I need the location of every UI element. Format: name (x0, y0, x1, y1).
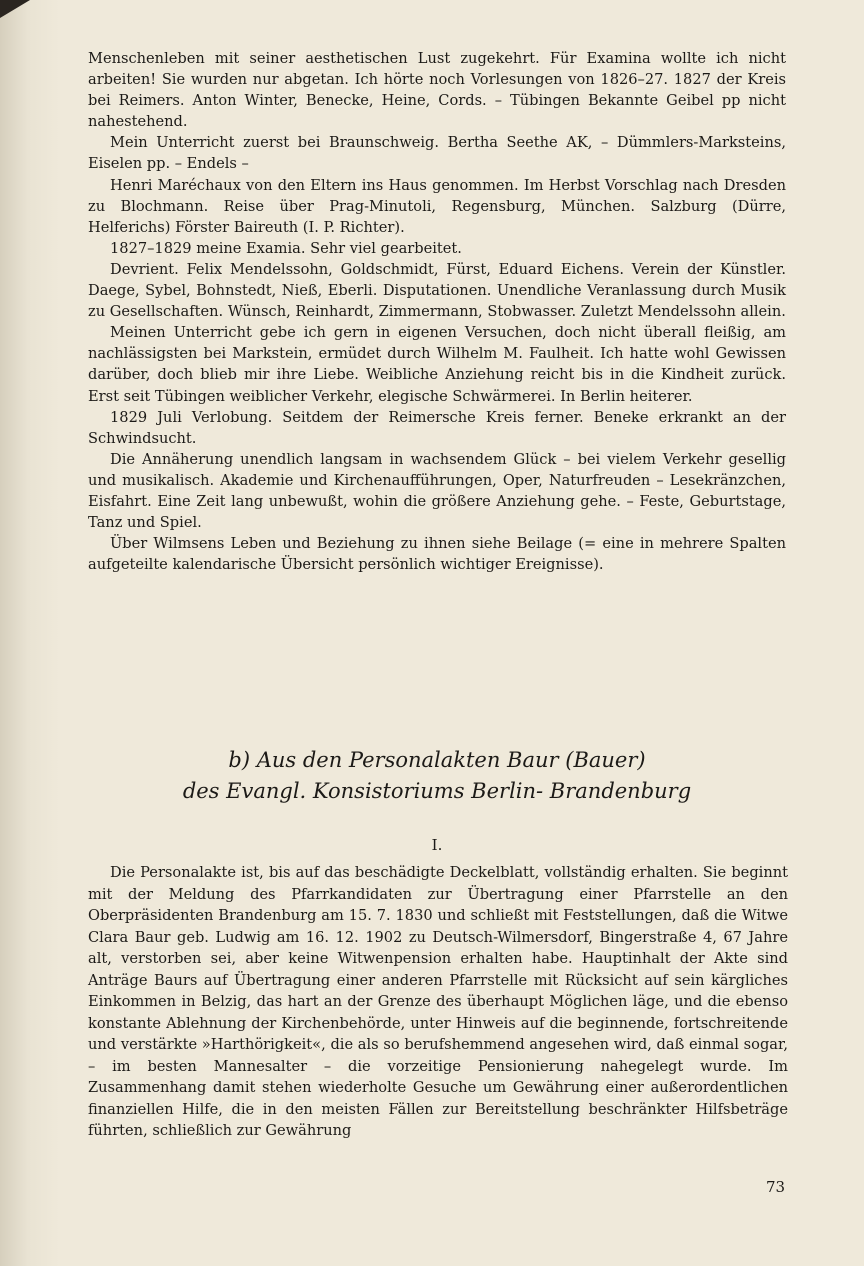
section-heading-line-1: b) Aus den Personalakten Baur (Bauer) (228, 748, 646, 772)
paragraph: 1829 Juli Verlobung. Seitdem der Reimersche Kreis ferner. Beneke erkrankt an der Schwindsucht. (88, 408, 786, 447)
paragraph: Meinen Unterricht gebe ich gern in eigenen Versuchen, doch nicht überall fleißig, am nachlässigsten bei Markstein, ermüdet durch Wilhelm M. Faulheit. Ich hatte wohl Gewissen darüber, doch blieb mir ihre Liebe. Weibliche Anziehung reicht bis in die Kindheit zurück. Erst seit Tübingen weiblicher Verkehr, elegische Schwärmerei. In Berlin heiterer. (88, 324, 786, 405)
section-number: I. (431, 836, 443, 854)
paragraph: Henri Maréchaux von den Eltern ins Haus genommen. Im Herbst Vorschlag nach Dresden zu Blochmann. Reise über Prag-Minutoli, Regensburg, München. Salzburg (Dürre, Helferichs) Förster Baireuth (I. P. Richter). (88, 176, 786, 236)
paragraph: Die Annäherung unendlich langsam in wachsendem Glück – bei vielem Verkehr gesellig und musikalisch. Akademie und Kirchenaufführungen, Oper, Naturfreuden – Lesekränzchen, Eisfahrt. Eine Zeit lang unbewußt, wohin die größere Anziehung gehe. – Feste, Geburtstage, Tanz und Spiel. (88, 450, 786, 532)
page-corner-shadow (0, 0, 30, 18)
personalakte-text (88, 862, 788, 1142)
paragraph: Die Personalakte ist, bis auf das beschädigte Deckelblatt, vollständig erhalten. Sie beginnt mit der Meldung des Pfarrkandidaten zur Übertragung einer Pfarrstelle an den Oberpräsidenten Brandenburg am 15. 7. 1830 und schließt mit Feststellungen, daß die Witwe Clara Baur geb. Ludwig am 16. 12. 1902 zu Deutsch-Wilmersdorf, Bingerstraße 4, 67 Jahre alt, verstorben sei, aber keine Witwenpension erhalten habe. Hauptinhalt der Akte sind Anträge Baurs auf Übertragung einer anderen Pfarrstelle mit Rücksicht auf sein kärgliches Einkommen in Belzig, das hart an der Grenze des überhaupt Möglichen läge, und die ebenso konstante Ablehnung der Kirchenbehörde, unter Hinweis auf die beginnende, fortschreitende und verstärkte »Harthörigkeit«, die als so berufshemmend angesehen wird, daß einmal sogar, – im besten Mannesalter – die vorzeitige Pensionierung nahegelegt wurde. Im Zusammenhang damit stehen wiederholte Gesuche um Gewährung einer außerordentlichen finanziellen Hilfe, die in den meisten Fällen zur Bereitstellung beschränkter Hilfsbeträge führten, schließlich zur Gewährung (88, 864, 788, 1139)
paragraph: Menschenleben mit seiner aesthetischen Lust zugekehrt. Für Examina wollte ich nicht arbeiten! Sie wurden nur abgetan. Ich hörte noch Vorlesungen von 1826–27. 1827 der Kreis bei Reimers. Anton Winter, Benecke, Heine, Cords. – Tübingen Bekannte Geibel pp nicht nahestehend. (88, 50, 786, 131)
section-heading-line-2: des Evangl. Konsistoriums Berlin- Brandenburg (182, 779, 692, 803)
paragraph: 1827–1829 meine Examia. Sehr viel gearbeitet. (110, 239, 462, 257)
paragraph: Über Wilmsens Leben und Beziehung zu ihnen siehe Beilage (= eine in mehrere Spalten aufgeteilte kalendarische Übersicht persönlich wichtiger Ereignisse). (88, 535, 786, 574)
paragraph: Devrient. Felix Mendelssohn, Goldschmidt, Fürst, Eduard Eichens. Verein der Künstler. Daege, Sybel, Bohnstedt, Nieß, Eberli. Disputationen. Unendliche Veranlassung durch Musik zu Gesellschaften. Wünsch, Reinhardt, Zimmermann, Stobwasser. Zuletzt Mendelssohn allein. (88, 260, 786, 321)
page-number: 73 (766, 1178, 786, 1196)
paragraph: Mein Unterricht zuerst bei Braunschweig. Bertha Seethe AK, – Dümmlers-Marksteins, Eiselen pp. – Endels – (88, 134, 786, 173)
memoir-text (88, 48, 786, 575)
